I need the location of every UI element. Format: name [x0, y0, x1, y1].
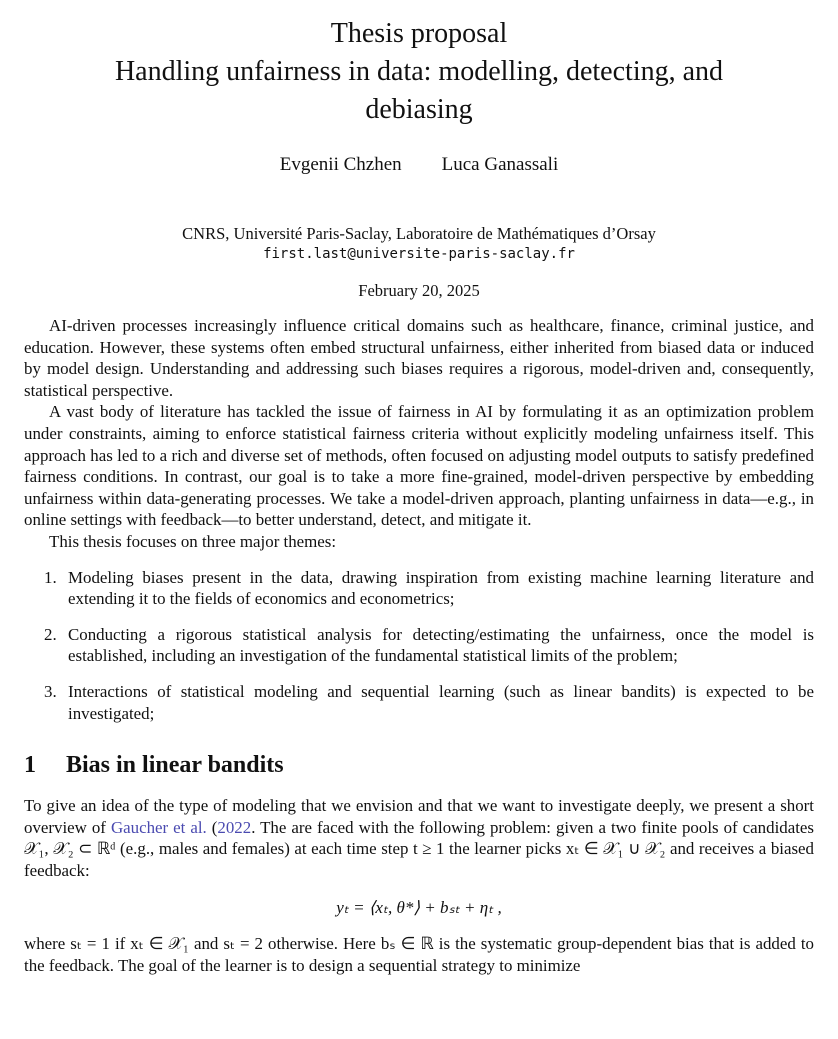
affiliation: CNRS, Université Paris-Saclay, Laboratoire de Mathématiques d’Orsay	[182, 224, 656, 243]
author-name: Evgenii Chzhen	[279, 154, 402, 175]
section-number: 1	[24, 752, 36, 779]
paper-title	[24, 15, 814, 129]
list-item-number: 2.	[44, 624, 57, 644]
abstract-paragraph-3: This thesis focuses on three major themes:	[49, 531, 337, 551]
section-paragraph: To give an idea of the type of modeling that we envision and that we want to investigate deeply, we present a short overview of Gaucher et al. (2022. The are faced with the following problem: given a two finite pools of candidates 𝒳₁, 𝒳₂ ⊂ ℝᵈ (e.g., males and females) at each time step t ≥ 1 the learner picks xₜ ∈ 𝒳₁ ∪ 𝒳₂ and receives a biased feedback:	[24, 796, 814, 880]
list-item-number: 1.	[44, 567, 57, 587]
section-paragraph-after-equation: where sₜ = 1 if xₜ ∈ 𝒳₁ and sₜ = 2 otherwise. Here bₛ ∈ ℝ is the systematic group-dependent bias that is added to the feedback. The goal of the learner is to design a sequential strategy to minimize	[24, 934, 814, 975]
citation-link[interactable]: Gaucher et al.	[110, 817, 207, 837]
title-line-2: Handling unfairness in data: modelling, detecting, and	[114, 56, 724, 87]
abstract-paragraph-2: A vast body of literature has tackled the issue of fairness in AI by formulating it as an optimization problem under constraints, aiming to enforce statistical fairness criteria without explicitly modeling unfairness itself. This approach has led to a rich and diverse set of methods, often focused on adjusting model outputs to satisfy predefined fairness conditions. In contrast, our goal is to take a more fine-grained, model-driven perspective by embedding unfairness within data-generating processes. We take a model-driven approach, planting unfairness in data—e.g., in online settings with feedback—to better understand, detect, and mitigate it.	[24, 402, 814, 530]
list-item	[24, 681, 814, 724]
author-name: Luca Ganassali	[441, 154, 559, 175]
date: February 20, 2025	[358, 281, 480, 300]
themes-list	[24, 567, 814, 725]
citation-year-link[interactable]: 2022	[217, 817, 252, 837]
title-line-1: Thesis proposal	[330, 18, 508, 49]
title-line-3: debiasing	[365, 94, 473, 125]
list-item-text: Interactions of statistical modeling and sequential learning (such as linear bandits) is expected to be investigated;	[68, 681, 814, 723]
section-intro-text: To give an idea of the type of modeling that we envision and that we want to investigate deeply, we present a short overview of	[24, 796, 814, 837]
section-intro-text-2: . The are faced with the following problem: given a two finite pools of candidates 𝒳₁, 𝒳₂ ⊂ ℝᵈ (e.g., males and females) at each time step t ≥ 1 the learner picks xₜ ∈ 𝒳₁ ∪ 𝒳₂ and receives a biased feedback:	[24, 817, 814, 880]
list-item-text: Modeling biases present in the data, drawing inspiration from existing machine learning literature and extending it to the fields of economics and econometrics;	[68, 567, 814, 609]
list-item-text: Conducting a rigorous statistical analysis for detecting/estimating the unfairness, once the model is established, including an investigation of the fundamental statistical limits of the problem;	[68, 624, 814, 666]
list-item-number: 3.	[44, 681, 57, 701]
page	[0, 15, 838, 1039]
list-item	[24, 624, 814, 667]
affiliation-block	[24, 223, 814, 265]
author-list	[24, 154, 814, 176]
email: first.last@universite-paris-saclay.fr	[263, 246, 575, 262]
equation: yₜ = ⟨xₜ, θ*⟩ + bₛₜ + ηₜ ,	[336, 898, 502, 918]
abstract-paragraph-1: AI-driven processes increasingly influence critical domains such as healthcare, finance, criminal justice, and education. However, these systems often embed structural unfairness, either inherited from biased data or induced by model design. Understanding and addressing such biases requires a rigorous, model-driven and, consequently, statistical perspective.	[24, 316, 814, 400]
section-title: Bias in linear bandits	[66, 752, 284, 779]
abstract	[24, 315, 814, 553]
section-body	[24, 795, 814, 976]
section-heading	[24, 752, 814, 779]
list-item	[24, 567, 814, 610]
